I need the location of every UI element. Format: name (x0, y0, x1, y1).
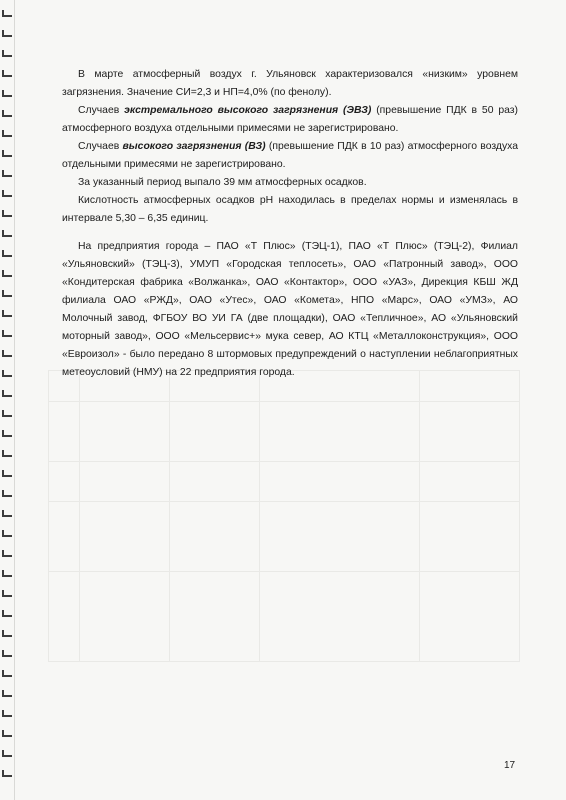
binding-mark (2, 150, 12, 157)
binding-mark (2, 370, 12, 377)
binding-mark (2, 750, 12, 757)
binding-mark (2, 490, 12, 497)
page-number: 17 (504, 760, 516, 771)
binding-mark (2, 450, 12, 457)
paragraph-vz (62, 138, 518, 174)
binding-edge (0, 0, 15, 800)
binding-mark (2, 610, 12, 617)
binding-mark (2, 510, 12, 517)
paragraph-vz-lead: Случаев (78, 141, 123, 152)
paragraph-evz-lead: Случаев (78, 105, 125, 116)
binding-mark (2, 430, 12, 437)
binding-mark (2, 130, 12, 137)
binding-mark (2, 210, 12, 217)
paragraph-vz-emphasis: высокого загрязнения (ВЗ) (122, 141, 266, 152)
binding-mark (2, 50, 12, 57)
paragraph-air-quality: В марте атмосферный воздух г. Ульяновск характеризовался «низким» уровнем загрязнения. Значение СИ=2,3 и НП=4,0% (по фенолу). (62, 69, 518, 98)
binding-mark (2, 530, 12, 537)
paragraph-precipitation: За указанный период выпало 39 мм атмосферных осадков. (78, 177, 367, 188)
binding-mark (2, 470, 12, 477)
binding-mark (2, 390, 12, 397)
binding-mark (2, 310, 12, 317)
binding-mark (2, 690, 12, 697)
binding-mark (2, 710, 12, 717)
binding-mark (2, 70, 12, 77)
paragraph-acidity: Кислотность атмосферных осадков рН находилась в пределах нормы и изменялась в интервале 5,30 – 6,35 единиц. (62, 195, 518, 224)
paragraph-vz-tail: (превышение ПДК в 10 раз) атмосферного воздуха отдельными примесями не зарегистрировано. (62, 141, 519, 170)
binding-mark (2, 270, 12, 277)
binding-mark (2, 550, 12, 557)
binding-mark (2, 730, 12, 737)
binding-mark (2, 30, 12, 37)
binding-mark (2, 90, 12, 97)
binding-mark (2, 350, 12, 357)
binding-mark (2, 290, 12, 297)
binding-mark (2, 170, 12, 177)
paragraph-evz-emphasis: экстремального высокого загрязнения (ЭВЗ) (124, 105, 372, 116)
show-through-table (48, 370, 520, 662)
binding-mark (2, 230, 12, 237)
binding-mark (2, 110, 12, 117)
binding-mark (2, 330, 12, 337)
binding-mark (2, 10, 12, 17)
binding-mark (2, 590, 12, 597)
binding-mark (2, 410, 12, 417)
binding-mark (2, 190, 12, 197)
binding-mark (2, 670, 12, 677)
binding-mark (2, 770, 12, 777)
binding-mark (2, 570, 12, 577)
document-body (62, 66, 518, 382)
binding-mark (2, 630, 12, 637)
paragraph-nmu-warnings: На предприятия города – ПАО «Т Плюс» (ТЭЦ-1), ПАО «Т Плюс» (ТЭЦ-2), Филиал «Ульяновский» (ТЭЦ-3), УМУП «Городская теплосеть», ОАО «Патронный завод», ООО «Кондитерская фабрика «Волжанка», ОАО «Контактор», ООО «УАЗ», Дирекция КБШ ЖД филиала ОАО «РЖД», ОАО «Утес», ОАО «Комета», НПО «Марс», ОАО «УМЗ», АО Молочный завод, ФГБОУ ВО УИ ГА (две площадки), ОАО «Тепличное», АО «Ульяновский моторный завод», ООО «Мельсервис+» мука север, АО КТЦ «Металлоконструкция», ООО «Евроизол» - было передано 8 штормовых предупреждений о наступлении неблагоприятных метеоусловий (НМУ) на 22 предприятия города. (62, 241, 518, 378)
binding-mark (2, 250, 12, 257)
paragraph-evz-tail: (превышение ПДК в 50 раз) атмосферного воздуха отдельными примесями не зарегистрировано. (62, 105, 519, 134)
binding-mark (2, 650, 12, 657)
paragraph-evz (62, 102, 518, 138)
